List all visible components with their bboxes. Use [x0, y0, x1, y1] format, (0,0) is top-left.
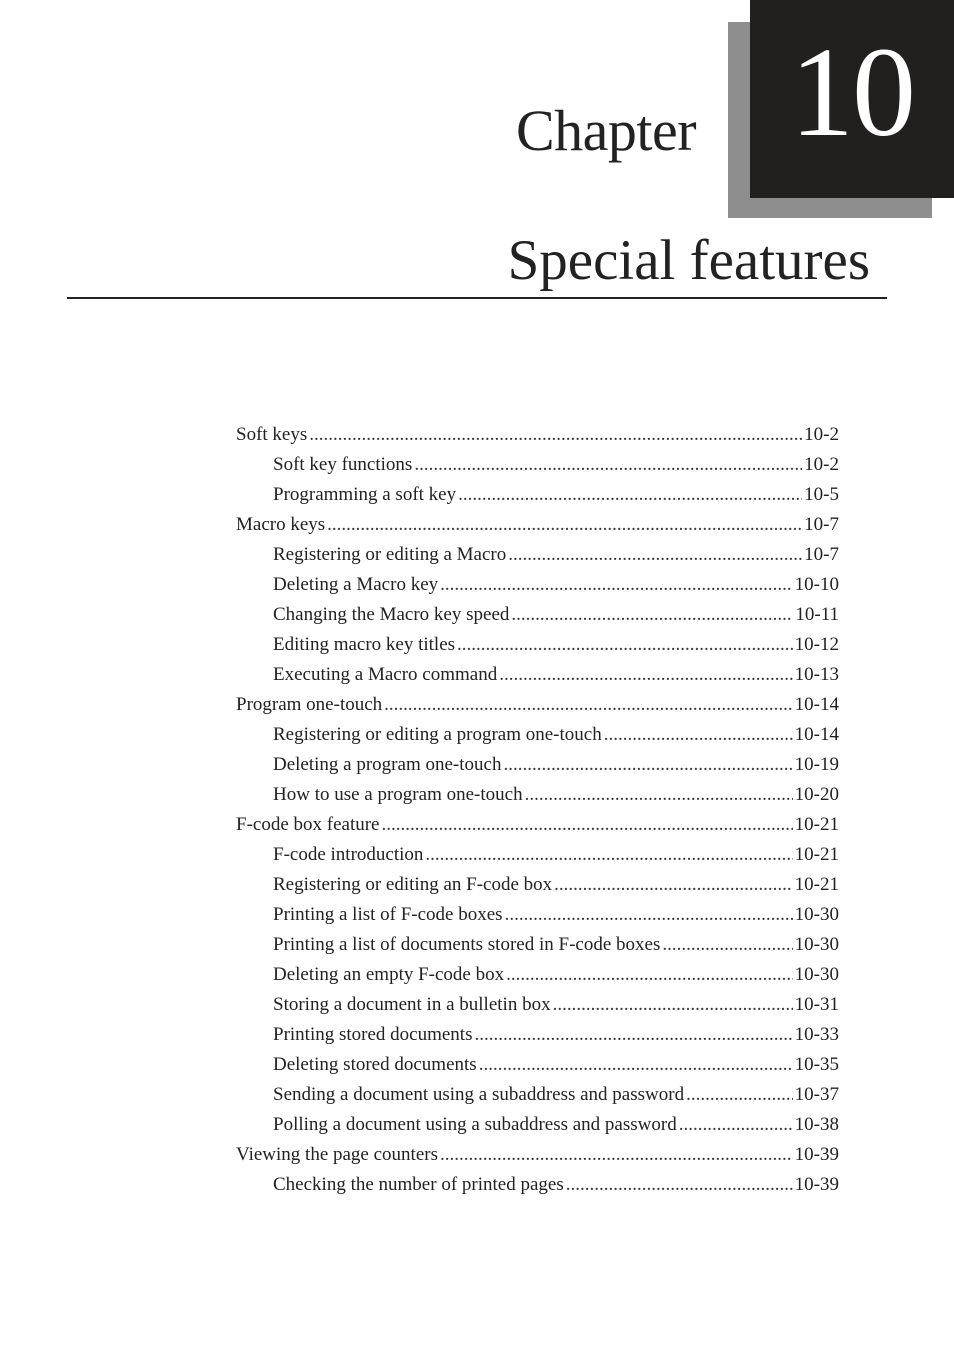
- toc-entry-label: Registering or editing an F-code box: [273, 874, 553, 895]
- toc-entry-label: Deleting stored documents: [273, 1054, 477, 1075]
- toc-entry-label: Soft key functions: [273, 454, 413, 475]
- toc-leader-dots: [458, 480, 802, 510]
- toc-entry-page: 10-21: [794, 874, 839, 895]
- toc-entry-label: Registering or editing a Macro: [273, 544, 507, 565]
- chapter-header: [0, 0, 954, 300]
- toc-entry-page: 10-35: [794, 1054, 839, 1075]
- toc-entry-page: 10-21: [794, 844, 839, 865]
- toc-entry-label: Viewing the page counters: [236, 1144, 438, 1165]
- toc-leader-dots: [525, 780, 793, 810]
- toc-entry-label: Printing a list of documents stored in F-code boxes: [273, 934, 661, 955]
- toc-entry-label: Deleting an empty F-code box: [273, 964, 505, 985]
- toc-leader-dots: [457, 630, 793, 660]
- toc-entry-label: Executing a Macro command: [273, 664, 498, 685]
- toc-entry[interactable]: [236, 990, 839, 1020]
- toc-entry[interactable]: [236, 540, 839, 570]
- toc-entry[interactable]: [236, 1140, 839, 1170]
- toc-leader-dots: [327, 510, 802, 540]
- toc-entry-page: 10-13: [794, 664, 839, 685]
- toc-entry-label: Deleting a Macro key: [273, 574, 439, 595]
- toc-entry-label: Editing macro key titles: [273, 634, 456, 655]
- toc-leader-dots: [679, 1110, 793, 1140]
- toc-leader-dots: [425, 840, 792, 870]
- chapter-number-box: [750, 0, 954, 198]
- toc-entry-page: 10-30: [794, 964, 839, 985]
- toc-entry[interactable]: [236, 1050, 839, 1080]
- chapter-number: 10: [790, 21, 914, 163]
- toc-entry-page: 10-39: [794, 1144, 839, 1165]
- toc-entry[interactable]: [236, 600, 839, 630]
- toc-entry-page: 10-7: [804, 544, 839, 565]
- toc-entry-label: Macro keys: [236, 514, 326, 535]
- toc-entry-label: Soft keys: [236, 424, 308, 445]
- toc-leader-dots: [604, 720, 793, 750]
- toc-entry-label: Sending a document using a subaddress and password: [273, 1084, 685, 1105]
- toc-entry-label: Program one-touch: [236, 694, 383, 715]
- toc-entry-label: Registering or editing a program one-touch: [273, 724, 602, 745]
- toc-entry-page: 10-19: [794, 754, 839, 775]
- toc-entry[interactable]: [236, 510, 839, 540]
- toc-entry[interactable]: [236, 870, 839, 900]
- toc-leader-dots: [309, 420, 802, 450]
- toc-leader-dots: [506, 960, 793, 990]
- toc-entry-page: 10-11: [795, 604, 839, 625]
- toc-leader-dots: [511, 600, 793, 630]
- toc-entry-page: 10-30: [794, 934, 839, 955]
- toc-leader-dots: [499, 660, 792, 690]
- toc-entry[interactable]: [236, 1020, 839, 1050]
- toc-entry-page: 10-2: [804, 454, 839, 475]
- toc-leader-dots: [503, 750, 792, 780]
- toc-leader-dots: [566, 1170, 793, 1200]
- toc-entry-page: 10-20: [794, 784, 839, 805]
- toc-entry[interactable]: [236, 420, 839, 450]
- toc-leader-dots: [440, 1140, 793, 1170]
- title-divider: [67, 297, 887, 299]
- toc-entry[interactable]: [236, 900, 839, 930]
- toc-entry-page: 10-33: [794, 1024, 839, 1045]
- toc-entry-page: 10-14: [794, 724, 839, 745]
- toc-leader-dots: [474, 1020, 792, 1050]
- toc-entry-page: 10-37: [794, 1084, 839, 1105]
- toc-entry-page: 10-2: [804, 424, 839, 445]
- toc-entry-page: 10-5: [804, 484, 839, 505]
- toc-entry-page: 10-39: [794, 1174, 839, 1195]
- toc-entry[interactable]: [236, 810, 839, 840]
- toc-entry-page: 10-21: [794, 814, 839, 835]
- toc-entry[interactable]: [236, 960, 839, 990]
- toc-leader-dots: [508, 540, 802, 570]
- table-of-contents: [236, 420, 839, 1200]
- toc-entry-label: Storing a document in a bulletin box: [273, 994, 551, 1015]
- toc-entry[interactable]: [236, 1110, 839, 1140]
- toc-entry-page: 10-38: [794, 1114, 839, 1135]
- toc-entry[interactable]: [236, 630, 839, 660]
- chapter-title: Special features: [507, 229, 870, 292]
- toc-entry[interactable]: [236, 1080, 839, 1110]
- toc-entry-page: 10-14: [794, 694, 839, 715]
- toc-entry-label: Printing a list of F-code boxes: [273, 904, 503, 925]
- toc-entry[interactable]: [236, 450, 839, 480]
- toc-entry-page: 10-7: [804, 514, 839, 535]
- toc-leader-dots: [553, 990, 793, 1020]
- toc-entry-label: F-code introduction: [273, 844, 424, 865]
- toc-entry-label: Polling a document using a subaddress and password: [273, 1114, 677, 1135]
- toc-leader-dots: [505, 900, 793, 930]
- toc-leader-dots: [384, 690, 793, 720]
- toc-entry[interactable]: [236, 930, 839, 960]
- toc-leader-dots: [686, 1080, 793, 1110]
- chapter-word: Chapter: [516, 98, 697, 163]
- toc-leader-dots: [479, 1050, 793, 1080]
- toc-entry[interactable]: [236, 480, 839, 510]
- toc-entry-page: 10-30: [794, 904, 839, 925]
- toc-entry-label: Checking the number of printed pages: [273, 1174, 564, 1195]
- toc-entry-label: Deleting a program one-touch: [273, 754, 502, 775]
- toc-leader-dots: [440, 570, 793, 600]
- toc-entry[interactable]: [236, 750, 839, 780]
- toc-entry-label: Printing stored documents: [273, 1024, 473, 1045]
- toc-entry[interactable]: [236, 570, 839, 600]
- toc-entry[interactable]: [236, 660, 839, 690]
- toc-entry[interactable]: [236, 720, 839, 750]
- toc-leader-dots: [414, 450, 802, 480]
- toc-entry-label: F-code box feature: [236, 814, 380, 835]
- toc-entry-label: Changing the Macro key speed: [273, 604, 510, 625]
- toc-entry[interactable]: [236, 840, 839, 870]
- toc-entry-page: 10-10: [794, 574, 839, 595]
- toc-leader-dots: [382, 810, 793, 840]
- toc-entry-page: 10-12: [794, 634, 839, 655]
- toc-leader-dots: [554, 870, 793, 900]
- toc-leader-dots: [662, 930, 792, 960]
- toc-entry[interactable]: [236, 690, 839, 720]
- toc-entry-label: Programming a soft key: [273, 484, 457, 505]
- toc-entry[interactable]: [236, 1170, 839, 1200]
- toc-entry-label: How to use a program one-touch: [273, 784, 523, 805]
- toc-entry[interactable]: [236, 780, 839, 810]
- toc-entry-page: 10-31: [794, 994, 839, 1015]
